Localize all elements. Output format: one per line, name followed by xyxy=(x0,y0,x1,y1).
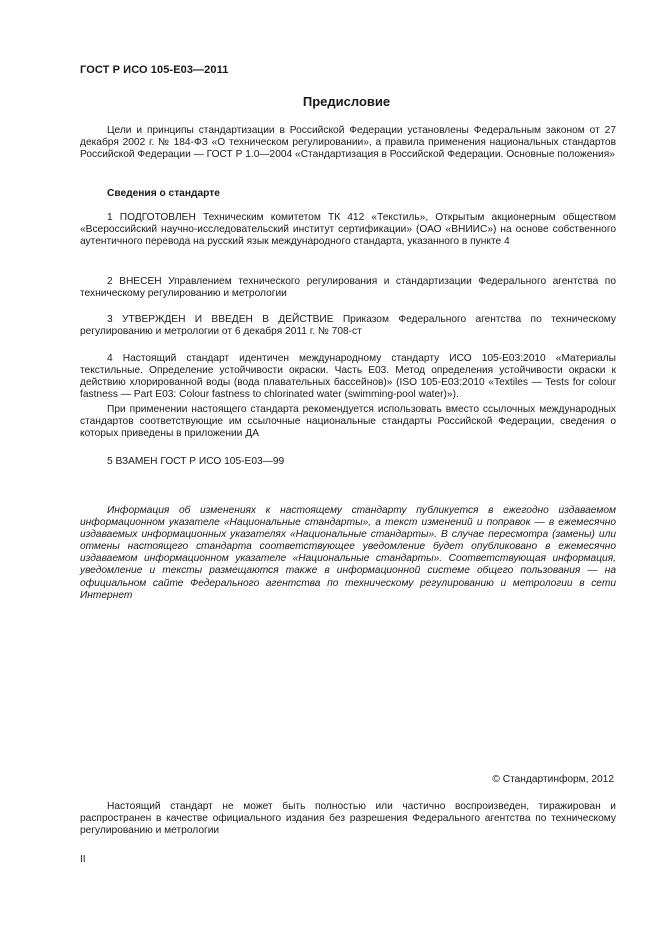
item-4-note-paragraph: При применении настоящего стандарта рекомендуется использовать вместо ссылочных международных стандартов соответствующие им ссылочные национальные стандарты Российской Федерации, сведения о которых приведены в приложении ДА xyxy=(80,404,616,440)
page-title: Предисловие xyxy=(302,94,391,109)
item-4-paragraph: 4 Настоящий стандарт идентичен международному стандарту ИСО 105-E03:2010 «Материалы текстильные. Определение устойчивости окраски. Часть E03. Метод определения устойчивости окраски к действию хлорированной воды (вода плавательных бассейнов)» (ISO 105-E03:2010 «Textiles — Tests for colour fastness — Part E03: Colour fastness to chlorinated water (swimming-pool water)»). xyxy=(80,353,616,401)
info-heading: Сведения о стандарте xyxy=(107,188,220,199)
item-1-paragraph: 1 ПОДГОТОВЛЕН Техническим комитетом ТК 412 «Текстиль», Открытым акционерным обществом «Всероссийский научно-исследовательский институт сертификации» (ОАО «ВНИИС») на основе собственного аутентичного перевода на русский язык международного стандарта, указанного в пункте 4 xyxy=(80,212,616,248)
page-number: II xyxy=(80,854,86,865)
copyright-line: © Стандартинформ, 2012 xyxy=(492,774,614,785)
intro-paragraph: Цели и принципы стандартизации в Российской Федерации установлены Федеральным законом от 27 декабря 2002 г. № 184-ФЗ «О техническом регулировании», а правила применения национальных стандартов Российской Федерации — ГОСТ Р 1.0—2004 «Стандартизация в Российской Федерации. Основные положения» xyxy=(80,125,616,161)
item-3-paragraph: 3 УТВЕРЖДЕН И ВВЕДЕН В ДЕЙСТВИЕ Приказом Федерального агентства по техническому регулированию и метрологии от 6 декабря 2011 г. № 708-ст xyxy=(80,314,616,338)
document-header: ГОСТ Р ИСО 105-E03—2011 xyxy=(80,64,229,76)
item-2-paragraph: 2 ВНЕСЕН Управлением технического регулирования и стандартизации Федерального агентства по техническому регулированию и метрологии xyxy=(80,276,616,300)
item-5-paragraph: 5 ВЗАМЕН ГОСТ Р ИСО 105-E03—99 xyxy=(107,456,285,467)
notice-paragraph: Информация об изменениях к настоящему стандарту публикуется в ежегодно издаваемом информационном указателе «Национальные стандарты», а текст изменений и поправок — в ежемесячно издаваемых информационных указателях «Национальные стандарты». В случае пересмотра (замены) или отмены настоящего стандарта соответствующее уведомление будет опубликовано в ежемесячно издаваемом информационном указателе «Национальные стандарты». Соответствующая информация, уведомление и тексты размещаются также в информационной системе общего пользования — на официальном сайте Федерального агентства по техническому регулированию и метрологии в сети Интернет xyxy=(80,505,616,601)
reproduction-paragraph: Настоящий стандарт не может быть полностью или частично воспроизведен, тиражирован и распространен в качестве официального издания без разрешения Федерального агентства по техническому регулированию и метрологии xyxy=(80,801,616,837)
